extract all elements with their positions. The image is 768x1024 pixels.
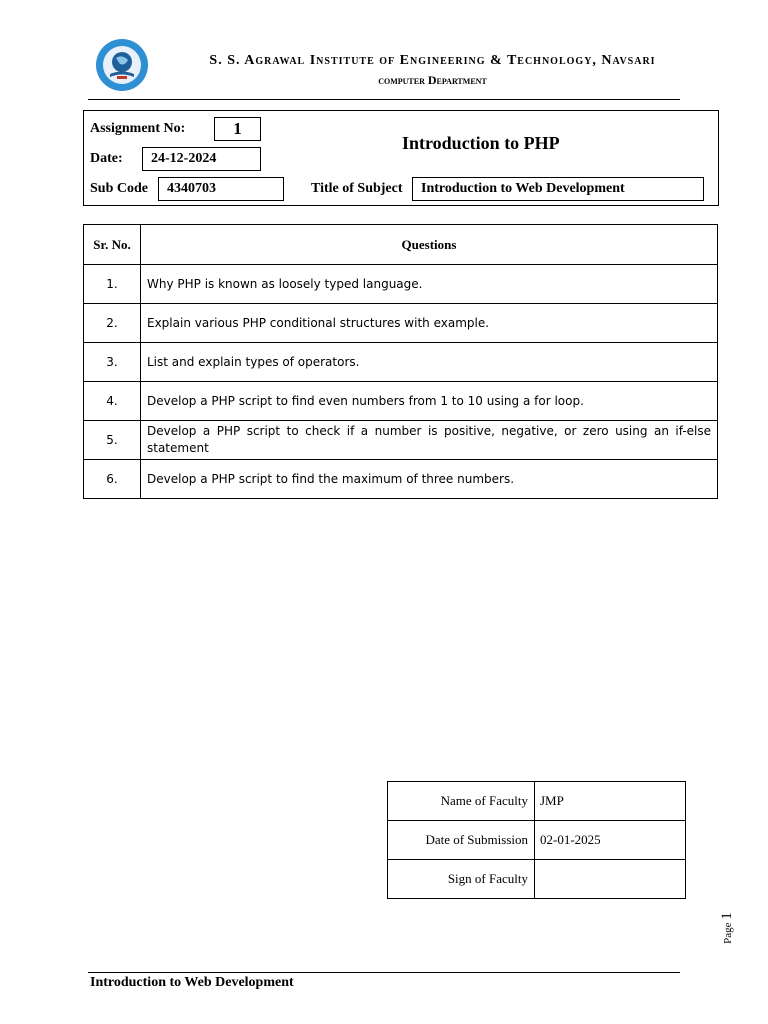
institute-logo-icon <box>95 38 149 92</box>
faculty-sign-label: Sign of Faculty <box>388 860 535 899</box>
faculty-sign-value <box>535 860 686 899</box>
question-text: List and explain types of operators. <box>141 343 718 382</box>
sub-code-label: Sub Code <box>90 181 148 196</box>
table-row <box>84 343 718 382</box>
page-label: Page <box>722 922 734 944</box>
question-number: 6. <box>84 460 141 499</box>
page-number <box>719 903 739 953</box>
table-row <box>388 821 686 860</box>
question-number: 5. <box>84 421 141 460</box>
sub-code-field: 4340703 <box>158 177 284 201</box>
subject-title-field: Introduction to Web Development <box>412 177 704 201</box>
table-row <box>84 421 718 460</box>
question-number: 1. <box>84 265 141 304</box>
questions-header: Questions <box>141 225 718 265</box>
table-row <box>84 382 718 421</box>
questions-header-row <box>84 225 718 265</box>
date-label: Date: <box>90 151 123 166</box>
faculty-table <box>387 781 686 899</box>
faculty-name-value: JMP <box>535 782 686 821</box>
question-text: Develop a PHP script to find even numbers from 1 to 10 using a for loop. <box>141 382 718 421</box>
footer-subject: Introduction to Web Development <box>90 975 294 990</box>
assignment-number-label: Assignment No: <box>90 121 186 136</box>
subject-title-label: Title of Subject <box>311 181 403 196</box>
question-number: 2. <box>84 304 141 343</box>
assignment-title: Introduction to PHP <box>402 133 560 153</box>
table-row <box>84 304 718 343</box>
table-row <box>84 265 718 304</box>
question-text: Develop a PHP script to find the maximum of three numbers. <box>141 460 718 499</box>
submission-date-value: 02-01-2025 <box>535 821 686 860</box>
footer-divider <box>88 972 680 973</box>
table-row <box>388 860 686 899</box>
assignment-info-box <box>83 110 719 206</box>
date-field: 24-12-2024 <box>142 147 261 171</box>
sr-no-header: Sr. No. <box>84 225 141 265</box>
department-name: computer Department <box>378 73 487 87</box>
question-text: Explain various PHP conditional structures with example. <box>141 304 718 343</box>
page-number-value: 1 <box>719 912 735 920</box>
submission-date-label: Date of Submission <box>388 821 535 860</box>
question-number: 4. <box>84 382 141 421</box>
assignment-number-field: 1 <box>214 117 261 141</box>
institute-name: S. S. Agrawal Institute of Engineering & Technology, Navsari <box>209 53 656 68</box>
faculty-name-label: Name of Faculty <box>388 782 535 821</box>
table-row <box>84 460 718 499</box>
questions-table <box>83 224 718 499</box>
question-text: Why PHP is known as loosely typed language. <box>141 265 718 304</box>
header-divider <box>88 99 680 100</box>
table-row <box>388 782 686 821</box>
question-text: Develop a PHP script to check if a number is positive, negative, or zero using an if-else statement <box>141 421 718 460</box>
question-number: 3. <box>84 343 141 382</box>
